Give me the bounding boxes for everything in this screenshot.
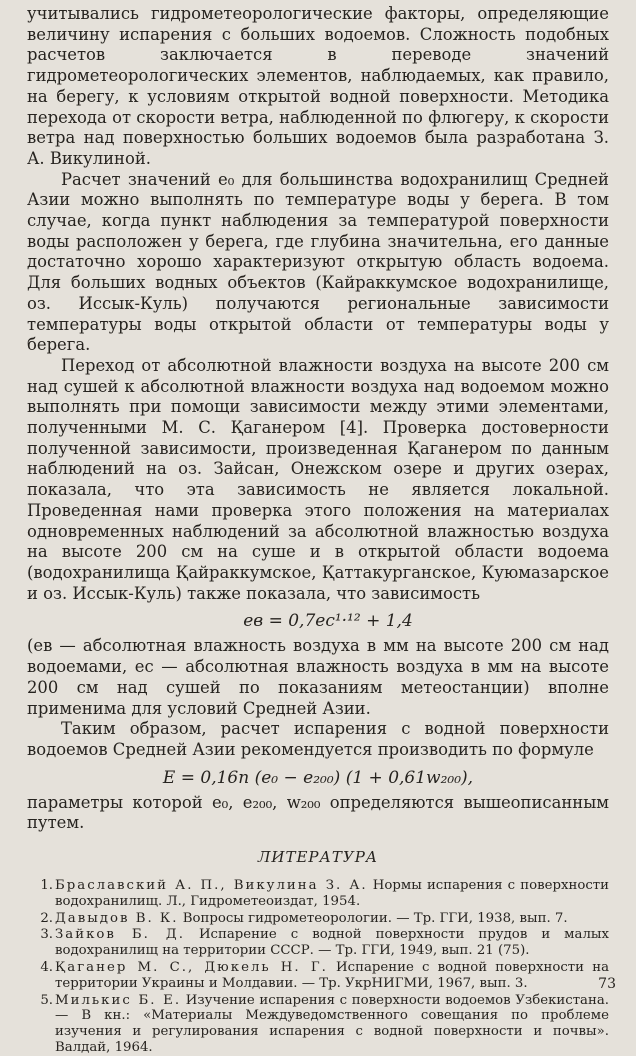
references-heading: ЛИТЕРАТУРА <box>257 848 379 867</box>
references-list <box>27 878 609 1056</box>
reference-item: 2. Давыдов В. К. Вопросы гидрометеорологии. — Тр. ГГИ, 1938, вып. 7. <box>40 910 568 926</box>
paragraph-3: Переход от абсолютной влажности воздуха на высоте 200 см над сушей к абсолютной влажности воздуха над водоемом можно выполнять при помощи зависимости между этими элементами, полученными М. С. Қаганером [4]. Проверка достоверности полученной зависимости, произведенная Қаганером по данным наблюдений на оз. Зайсан, Онежском озере и других озерах, показала, что эта зависимость не является локальной. Проведенная нами проверка этого положения на материалах одновременных наблюдений за абсолютной влажностью воздуха на высоте 200 см на суше и в открытой области водоема (водохранилища Қайраккумское, Қаттакурганское, Куюмазарское и оз. Иссык-Куль) также показала, что зависимость <box>27 355 609 603</box>
paragraph-4: (eв — абсолютная влажность воздуха в мм на высоте 200 см над водоемами, ec — абсолютная влажность воздуха в мм на высоте 200 см над сушей по показаниям метеостанции) вполне применима для условий Средней Азии. <box>27 636 609 718</box>
reference-item: 1. Браславский А. П., Викулина З. А. Нормы испарения с поверхности водохранилищ. Л., Гидрометеоиздат, 1954. <box>40 878 609 909</box>
reference-item: 5. Милькис Б. Е. Изучение испарения с поверхности водоемов Узбекистана. — В кн.: «Материалы Междуведомственного совещания по проблеме изучения и регулирования испарения с водной поверхности и почвы». Валдай, 1964. <box>40 992 609 1055</box>
paragraph-5: Таким образом, расчет испарения с водной поверхности водоемов Средней Азии рекомендуется производить по формуле <box>27 719 609 759</box>
reference-item: 4. Қаганер М. С., Дюкель Н. Г. Испарение с водной поверхности на территории Украины и Молдавии. — Тр. УкрНИГМИ, 1967, вып. 3. <box>40 960 609 991</box>
paragraph-2: Расчет значений e₀ для большинства водохранилищ Средней Азии можно выполнять по температуре воды у берега. В том случае, когда пункт наблюдения за температурой поверхности воды расположен у берега, где глубина значительна, его данные достаточно хорошо характеризуют открытую область водоема. Для больших водных объектов (Кайраккумское водохранилище, оз. Иссык-Куль) получаются региональные зависимости температуры воды открытой области от температуры воды у берега. <box>27 169 609 355</box>
page-number: 73 <box>598 976 616 992</box>
evaporation-formula: E = 0,16n (e₀ − e₂₀₀) (1 + 0,61w₂₀₀), <box>162 767 474 788</box>
paragraph-6: параметры которой e₀, e₂₀₀, w₂₀₀ определяются вышеописанным путем. <box>27 792 609 833</box>
paragraph-1: учитывались гидрометеорологические факторы, определяющие величину испарения с больших водоемов. Сложность подобных расчетов заключается в переводе значений гидрометеорологических элементов, наблюдаемых, как правило, на берегу, к условиям открытой водной поверхности. Методика перехода от скорости ветра, наблюденной по флюгеру, к скорости ветра над поверхностью больших водоемов была разработана З. А. Викулиной. <box>27 4 609 168</box>
reference-item: 3. Зайков Б. Д. Испарение с водной поверхности прудов и малых водохранилищ на территории СССР. — Тр. ГГИ, 1949, вып. 21 (75). <box>40 927 609 959</box>
humidity-formula: eв = 0,7ec¹·¹² + 1,4 <box>243 611 413 632</box>
